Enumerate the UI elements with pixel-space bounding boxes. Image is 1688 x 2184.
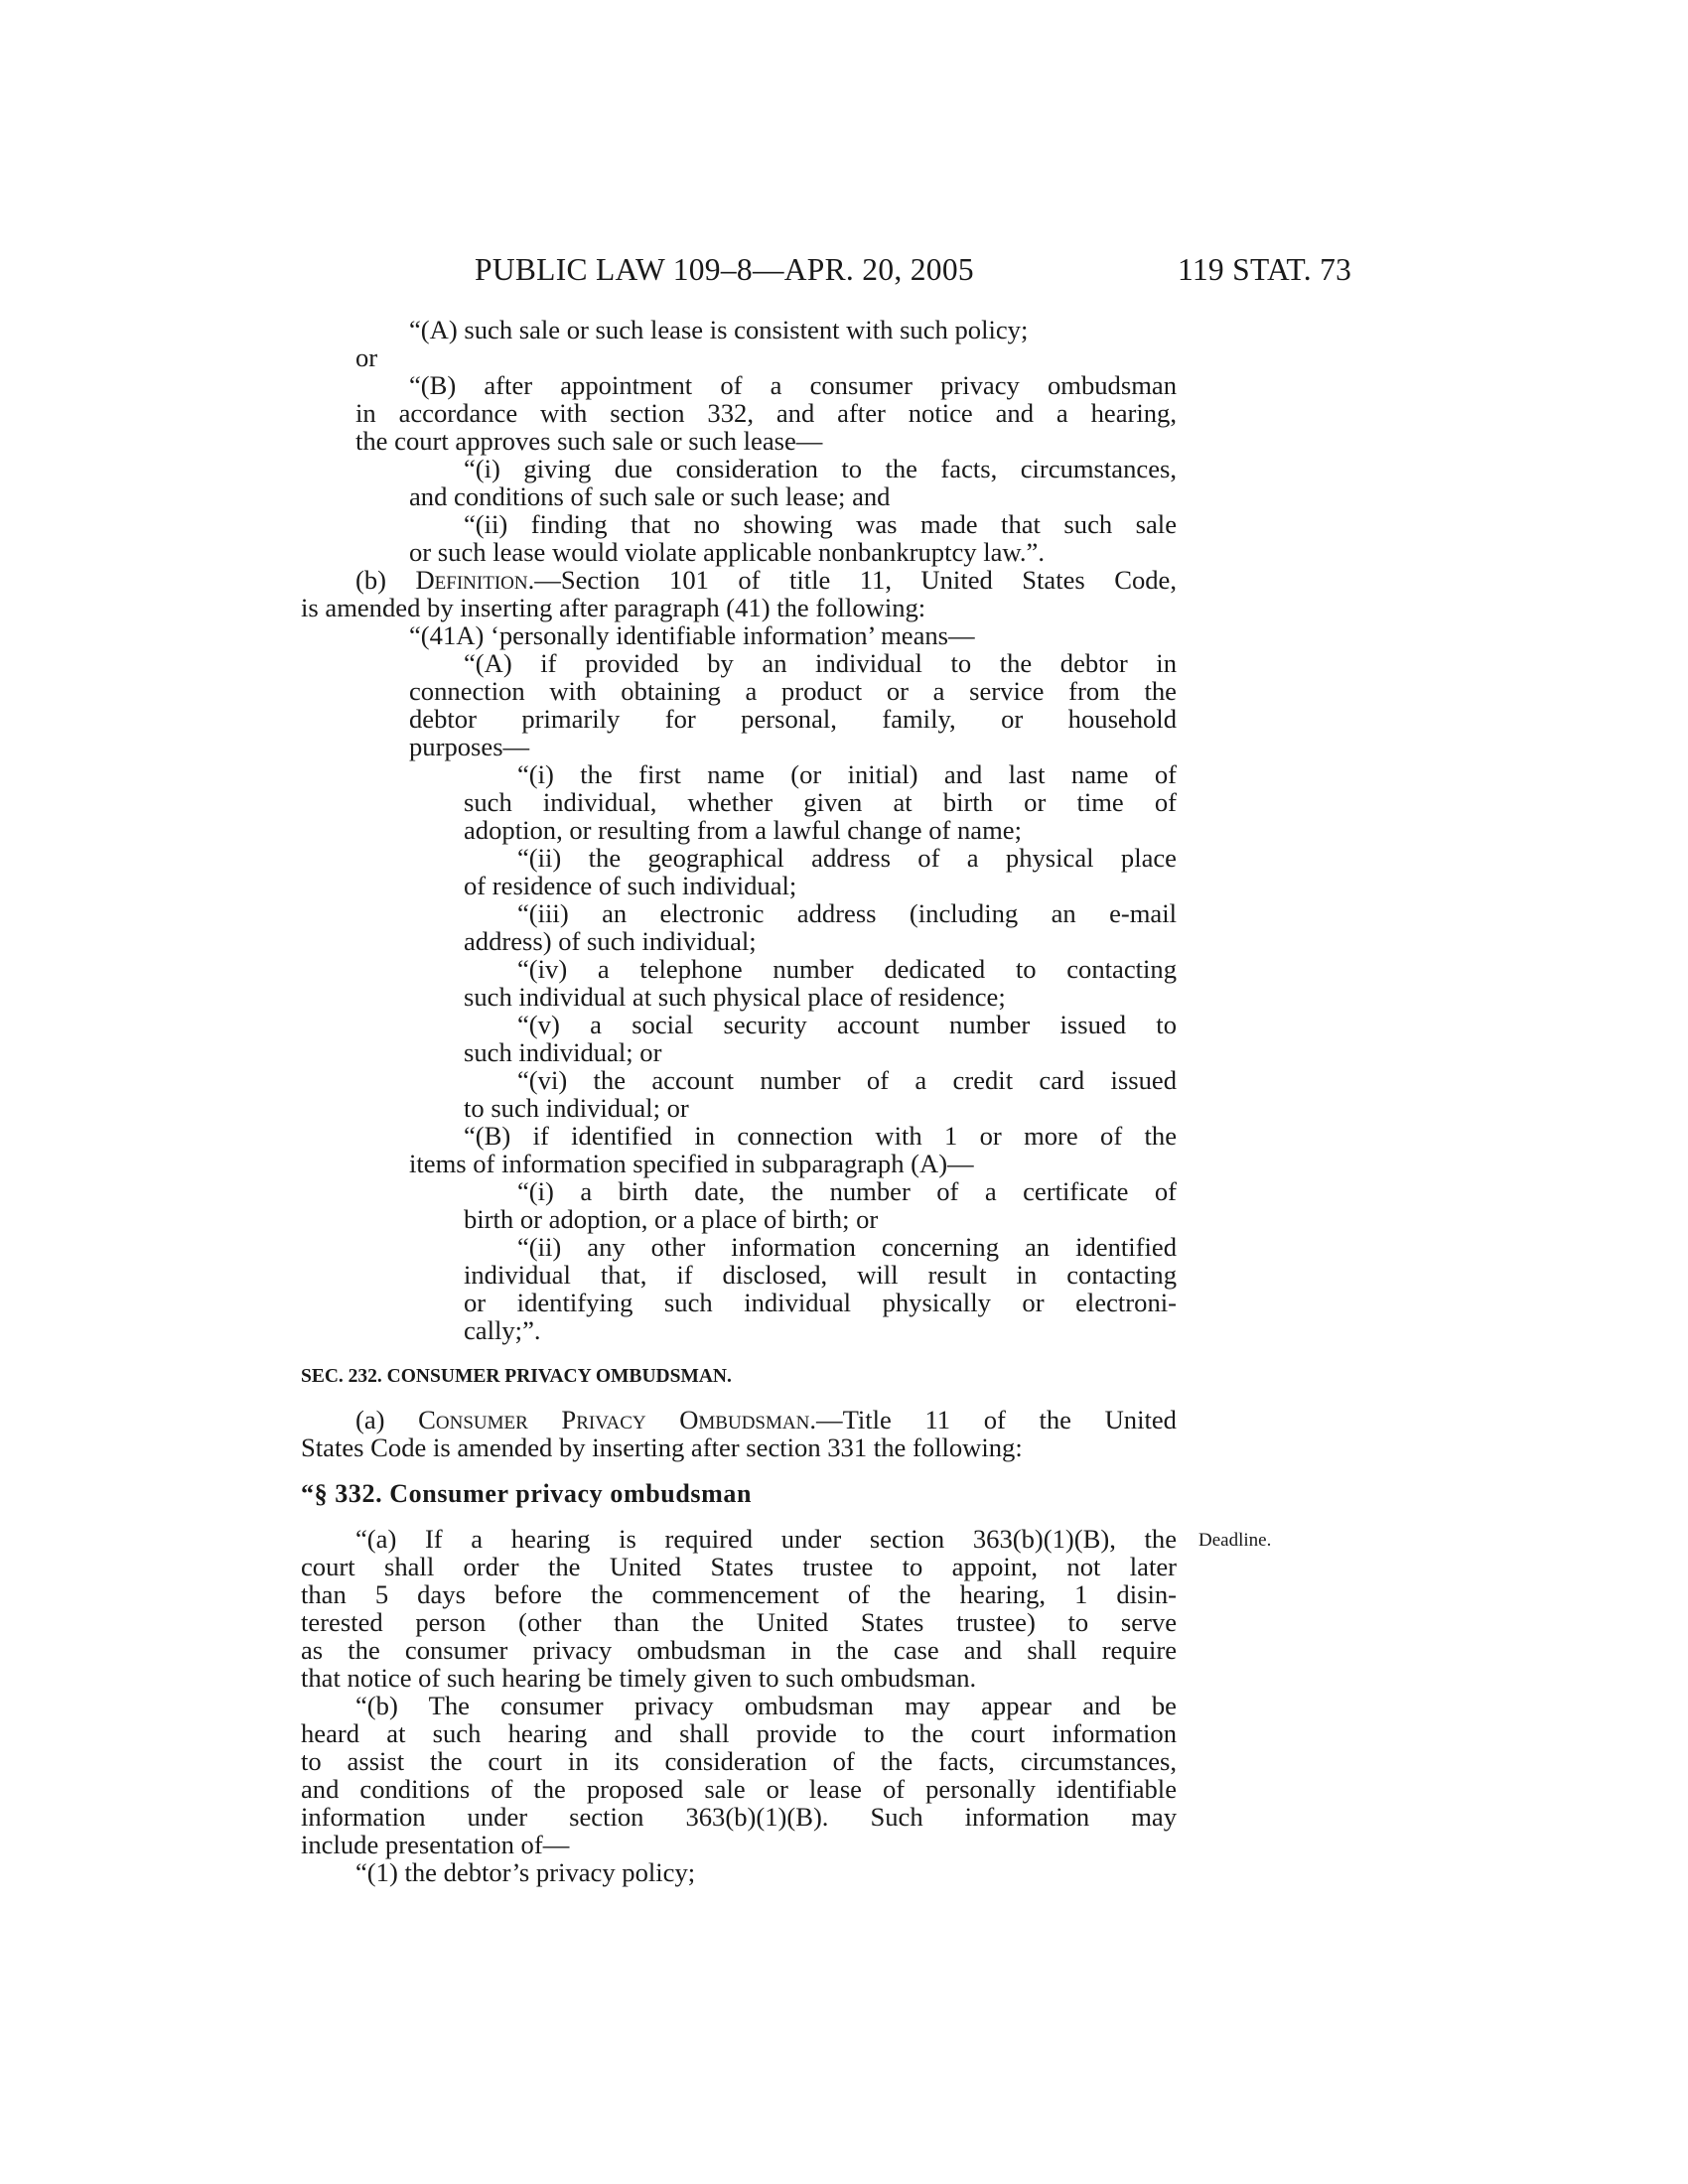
text-line: include presentation of— xyxy=(301,1830,570,1859)
definition-line xyxy=(355,566,1177,594)
text-line: or such lease would violate applicable nonbankruptcy law.”. xyxy=(409,537,1046,567)
text-line: “(41A) ‘personally identifiable information’ means— xyxy=(409,620,975,650)
definition-prefix: (b) xyxy=(355,565,416,595)
text-line: “(A) such sale or such lease is consistent with such policy; xyxy=(409,315,1029,344)
text-line: “(iii) an electronic address (including an e-mail xyxy=(517,898,1177,928)
text-line: “(i) a birth date, the number of a certificate of xyxy=(517,1176,1177,1206)
ombudsman-line xyxy=(355,1406,1177,1433)
text-line: States Code is amended by inserting after section 331 the following: xyxy=(301,1433,1023,1462)
ombudsman-rest: —Title 11 of the United xyxy=(815,1405,1177,1434)
text-line: individual that, if disclosed, will result in contacting xyxy=(464,1260,1177,1290)
text-line: that notice of such hearing be timely given to such ombudsman. xyxy=(301,1663,977,1693)
text-line: heard at such hearing and shall provide to the court information xyxy=(301,1718,1177,1748)
text-line: “(a) If a hearing is required under section 363(b)(1)(B), the xyxy=(355,1524,1177,1554)
text-line: and conditions of such sale or such lease; and xyxy=(409,481,891,511)
text-line: adoption, or resulting from a lawful change of name; xyxy=(464,815,1022,845)
text-line: items of information specified in subparagraph (A)— xyxy=(409,1149,974,1178)
page-header xyxy=(0,252,1688,292)
text-line: to assist the court in its consideration of the facts, circumstances, xyxy=(301,1746,1177,1776)
text-line: such individual; or xyxy=(464,1037,662,1067)
text-line: such individual at such physical place of residence; xyxy=(464,982,1006,1012)
text-line: connection with obtaining a product or a service from the xyxy=(409,676,1177,706)
text-line: birth or adoption, or a place of birth; or xyxy=(464,1204,879,1234)
text-line: “(ii) the geographical address of a physical place xyxy=(517,843,1177,873)
text-line: or identifying such individual physically or electroni- xyxy=(464,1288,1177,1317)
text-line: as the consumer privacy ombudsman in the case and shall require xyxy=(301,1635,1177,1665)
ombudsman-prefix: (a) xyxy=(355,1405,419,1434)
text-line: than 5 days before the commencement of the hearing, 1 disin- xyxy=(301,1579,1177,1609)
text-line: “(iv) a telephone number dedicated to contacting xyxy=(517,954,1177,984)
text-line: “(ii) any other information concerning an identified xyxy=(517,1232,1177,1262)
text-line: court shall order the United States trustee to appoint, not later xyxy=(301,1552,1177,1581)
text-line: purposes— xyxy=(409,732,530,761)
text-line: such individual, whether given at birth or time of xyxy=(464,787,1177,817)
text-line: cally;”. xyxy=(464,1315,541,1345)
text-line: “(B) after appointment of a consumer privacy ombudsman xyxy=(409,370,1177,400)
text-line: terested person (other than the United States trustee) to serve xyxy=(301,1607,1177,1637)
definition-heading: Definition. xyxy=(415,565,535,595)
text-line: “(v) a social security account number issued to xyxy=(517,1010,1177,1039)
text-line: “(vi) the account number of a credit card issued xyxy=(517,1065,1177,1095)
text-line: and conditions of the proposed sale or lease of personally identifiable xyxy=(301,1774,1177,1804)
text-line: to such individual; or xyxy=(464,1093,689,1123)
text-line: is amended by inserting after paragraph (41) the following: xyxy=(301,593,926,622)
text-line: “(1) the debtor’s privacy policy; xyxy=(355,1857,696,1887)
text-line: the court approves such sale or such lease— xyxy=(355,426,823,456)
section-heading: SEC. 232. CONSUMER PRIVACY OMBUDSMAN. xyxy=(301,1366,732,1387)
text-line: “(A) if provided by an individual to the debtor in xyxy=(464,648,1177,678)
text-line: “(i) giving due consideration to the facts, circumstances, xyxy=(464,454,1177,483)
running-head: PUBLIC LAW 109–8—APR. 20, 2005 xyxy=(475,252,974,287)
text-line: or xyxy=(355,342,378,372)
text-line: debtor primarily for personal, family, or household xyxy=(409,704,1177,734)
text-line: “(B) if identified in connection with 1 or more of the xyxy=(464,1121,1177,1151)
text-line: “(b) The consumer privacy ombudsman may appear and be xyxy=(355,1691,1177,1720)
page-number: 119 STAT. 73 xyxy=(1178,252,1352,287)
text-line: “(ii) finding that no showing was made that such sale xyxy=(464,509,1177,539)
text-line: of residence of such individual; xyxy=(464,871,797,900)
definition-rest: —Section 101 of title 11, United States Code, xyxy=(534,565,1177,595)
text-line: information under section 363(b)(1)(B). Such information may xyxy=(301,1802,1177,1832)
text-line: in accordance with section 332, and after notice and a hearing, xyxy=(355,398,1177,428)
text-line: “(i) the first name (or initial) and last name of xyxy=(517,759,1177,789)
text-line: address) of such individual; xyxy=(464,926,757,956)
subsection-heading: “§ 332. Consumer privacy ombudsman xyxy=(301,1479,753,1508)
margin-note: Deadline. xyxy=(1198,1530,1272,1551)
ombudsman-heading: Consumer Privacy Ombudsman. xyxy=(418,1405,816,1434)
